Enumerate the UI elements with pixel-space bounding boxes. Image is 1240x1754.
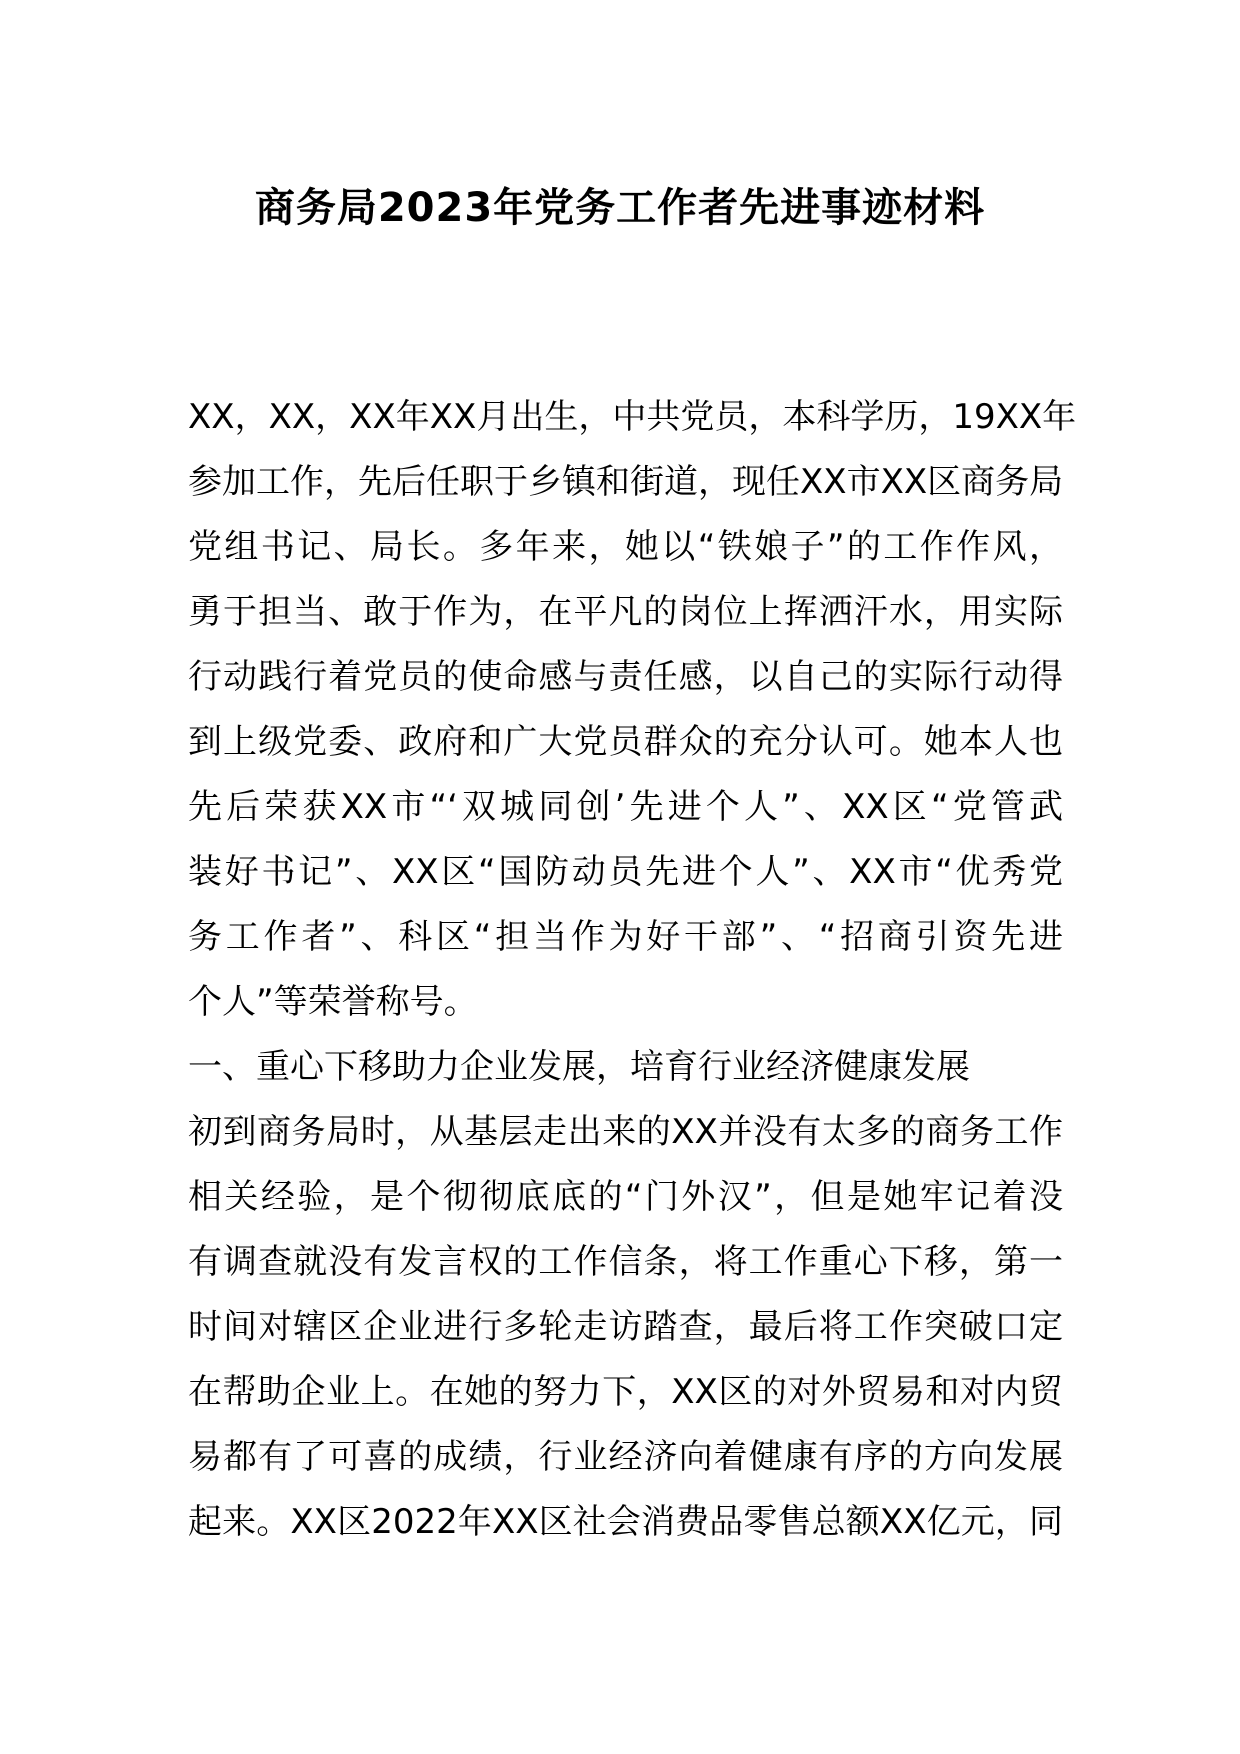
body-line: 易都有了可喜的成绩，行业经济向着健康有序的方向发展: [188, 1437, 1063, 1477]
body-line: 务工作者”、科区“担当作为好干部”、“招商引资先进: [188, 917, 1063, 957]
body-line: 在帮助企业上。在她的努力下，XX区的对外贸易和对内贸: [188, 1372, 1063, 1412]
body-line: 有调查就没有发言权的工作信条，将工作重心下移，第一: [188, 1242, 1063, 1282]
body-line: 时间对辖区企业进行多轮走访踏查，最后将工作突破口定: [188, 1307, 1063, 1347]
section-heading: 一、重心下移助力企业发展，培育行业经济健康发展: [188, 1047, 970, 1087]
body-line: 参加工作，先后任职于乡镇和街道，现任XX市XX区商务局: [188, 462, 1064, 502]
body-line: 勇于担当、敢于作为，在平凡的岗位上挥洒汗水，用实际: [188, 592, 1063, 632]
body-line: 个人”等荣誉称号。: [188, 982, 478, 1022]
body-line: 相关经验，是个彻彻底底的“门外汉”，但是她牢记着没: [188, 1177, 1063, 1217]
body-line: 党组书记、局长。多年来，她以“铁娘子”的工作作风，: [188, 527, 1063, 567]
body-line: 装好书记”、XX区“国防动员先进个人”、XX市“优秀党: [188, 852, 1063, 892]
document-title: 商务局2023年党务工作者先进事迹材料: [254, 185, 986, 231]
body-line: 起来。XX区2022年XX区社会消费品零售总额XX亿元，同: [188, 1502, 1063, 1542]
body-line: XX，XX，XX年XX月出生，中共党员，本科学历，19XX年: [188, 397, 1077, 437]
body-line: 先后荣获XX市“‘双城同创’先进个人”、XX区“党管武: [188, 787, 1063, 827]
body-line: 到上级党委、政府和广大党员群众的充分认可。她本人也: [188, 722, 1063, 762]
document-body: [188, 385, 1077, 1555]
body-line: 行动践行着党员的使命感与责任感，以自己的实际行动得: [188, 657, 1063, 697]
body-line: 初到商务局时，从基层走出来的XX并没有太多的商务工作: [188, 1112, 1063, 1152]
